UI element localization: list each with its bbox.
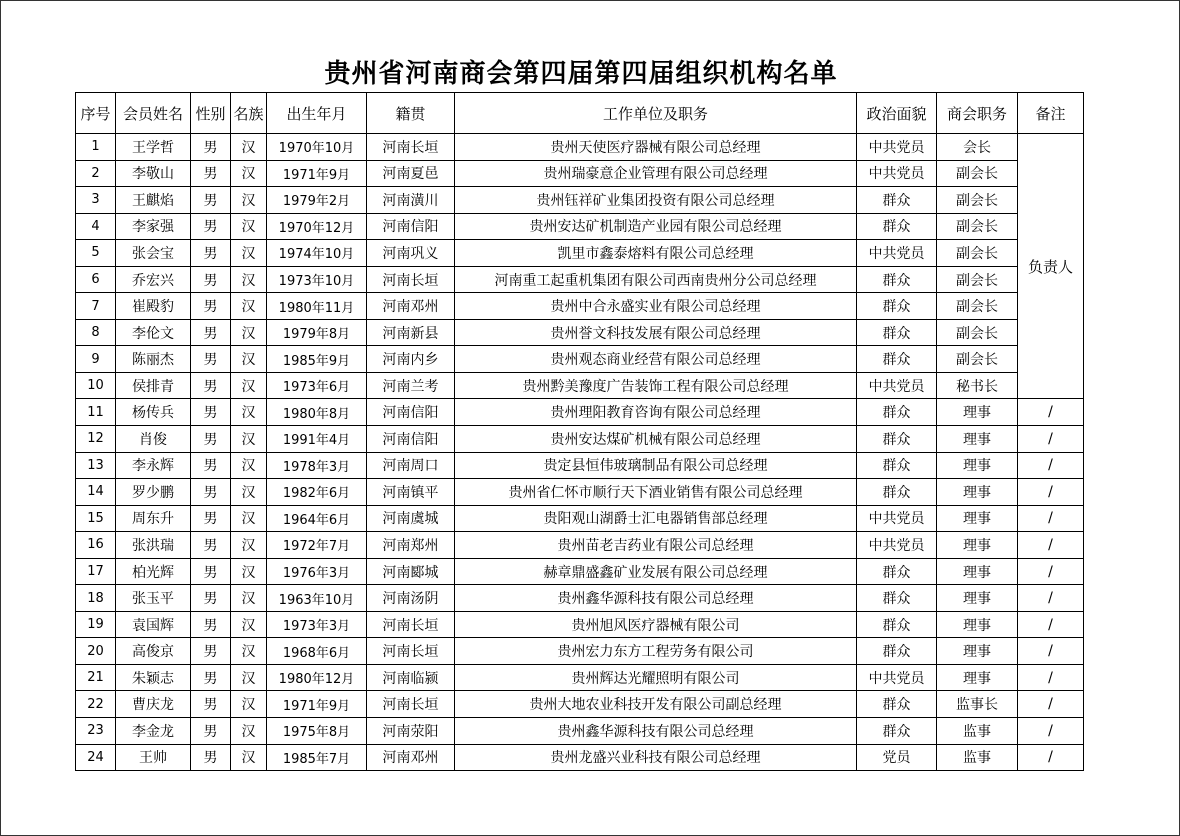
cell-employer: 贵州鑫华源科技有限公司总经理 — [455, 718, 857, 745]
page-title: 贵州省河南商会第四届第四届组织机构名单 — [324, 59, 838, 89]
cell-birth: 1985年7月 — [267, 744, 367, 771]
cell-ethnicity: 汉 — [231, 664, 267, 691]
cell-no: 5 — [76, 240, 116, 267]
cell-political: 群众 — [857, 399, 937, 426]
cell-ethnicity: 汉 — [231, 611, 267, 638]
cell-no: 19 — [76, 611, 116, 638]
cell-name: 崔殿豹 — [116, 293, 191, 320]
cell-no: 11 — [76, 399, 116, 426]
cell-role: 副会长 — [937, 213, 1018, 240]
cell-role: 监事长 — [937, 691, 1018, 718]
cell-no: 17 — [76, 558, 116, 585]
cell-origin: 河南新县 — [367, 319, 455, 346]
cell-role: 理事 — [937, 399, 1018, 426]
cell-role: 理事 — [937, 479, 1018, 506]
cell-origin: 河南郑州 — [367, 532, 455, 559]
cell-employer: 贵州天使医疗器械有限公司总经理 — [455, 134, 857, 161]
cell-origin: 河南郾城 — [367, 558, 455, 585]
cell-origin: 河南长垣 — [367, 638, 455, 665]
header-note: 备注 — [1018, 93, 1084, 134]
cell-ethnicity: 汉 — [231, 346, 267, 373]
cell-role: 监事 — [937, 744, 1018, 771]
cell-employer: 贵州安达煤矿机械有限公司总经理 — [455, 426, 857, 453]
cell-role: 副会长 — [937, 293, 1018, 320]
cell-name: 王麒焰 — [116, 187, 191, 214]
cell-birth: 1975年8月 — [267, 718, 367, 745]
cell-origin: 河南信阳 — [367, 426, 455, 453]
cell-ethnicity: 汉 — [231, 134, 267, 161]
cell-role: 副会长 — [937, 240, 1018, 267]
cell-birth: 1980年11月 — [267, 293, 367, 320]
table-row — [76, 611, 1084, 638]
cell-no: 7 — [76, 293, 116, 320]
cell-gender: 男 — [191, 399, 231, 426]
cell-employer: 贵州黔美豫度广告装饰工程有限公司总经理 — [455, 372, 857, 399]
table-body — [76, 134, 1084, 771]
cell-ethnicity: 汉 — [231, 505, 267, 532]
table-row — [76, 266, 1084, 293]
cell-role: 理事 — [937, 532, 1018, 559]
cell-gender: 男 — [191, 426, 231, 453]
cell-gender: 男 — [191, 452, 231, 479]
cell-origin: 河南临颍 — [367, 664, 455, 691]
cell-name: 曹庆龙 — [116, 691, 191, 718]
cell-political: 中共党员 — [857, 505, 937, 532]
cell-name: 张洪瑞 — [116, 532, 191, 559]
cell-no: 2 — [76, 160, 116, 187]
cell-gender: 男 — [191, 558, 231, 585]
cell-political: 群众 — [857, 187, 937, 214]
table-row — [76, 691, 1084, 718]
cell-gender: 男 — [191, 293, 231, 320]
cell-origin: 河南长垣 — [367, 266, 455, 293]
cell-note: / — [1018, 452, 1084, 479]
table-row — [76, 638, 1084, 665]
cell-birth: 1971年9月 — [267, 691, 367, 718]
cell-employer: 贵州旭风医疗器械有限公司 — [455, 611, 857, 638]
cell-gender: 男 — [191, 240, 231, 267]
header-birth: 出生年月 — [267, 93, 367, 134]
cell-note: / — [1018, 558, 1084, 585]
cell-ethnicity: 汉 — [231, 452, 267, 479]
cell-origin: 河南荥阳 — [367, 718, 455, 745]
header-row — [76, 93, 1084, 134]
header-role: 商会职务 — [937, 93, 1018, 134]
cell-employer: 贵州观态商业经营有限公司总经理 — [455, 346, 857, 373]
table-row — [76, 505, 1084, 532]
cell-name: 柏光辉 — [116, 558, 191, 585]
cell-political: 群众 — [857, 426, 937, 453]
cell-political: 党员 — [857, 744, 937, 771]
cell-ethnicity: 汉 — [231, 160, 267, 187]
table-row — [76, 372, 1084, 399]
cell-no: 10 — [76, 372, 116, 399]
table-row — [76, 479, 1084, 506]
cell-ethnicity: 汉 — [231, 213, 267, 240]
cell-birth: 1968年6月 — [267, 638, 367, 665]
table-row — [76, 426, 1084, 453]
header-political: 政治面貌 — [857, 93, 937, 134]
cell-name: 李伦文 — [116, 319, 191, 346]
cell-note: / — [1018, 479, 1084, 506]
cell-employer: 贵州大地农业科技开发有限公司副总经理 — [455, 691, 857, 718]
cell-origin: 河南巩义 — [367, 240, 455, 267]
cell-employer: 贵州钰祥矿业集团投资有限公司总经理 — [455, 187, 857, 214]
cell-employer: 贵州中合永盛实业有限公司总经理 — [455, 293, 857, 320]
cell-role: 副会长 — [937, 319, 1018, 346]
cell-ethnicity: 汉 — [231, 266, 267, 293]
cell-employer: 贵州龙盛兴业科技有限公司总经理 — [455, 744, 857, 771]
cell-gender: 男 — [191, 479, 231, 506]
cell-political: 群众 — [857, 479, 937, 506]
cell-no: 23 — [76, 718, 116, 745]
cell-role: 副会长 — [937, 187, 1018, 214]
table-row — [76, 160, 1084, 187]
cell-role: 理事 — [937, 585, 1018, 612]
cell-political: 群众 — [857, 452, 937, 479]
table-row — [76, 240, 1084, 267]
cell-no: 9 — [76, 346, 116, 373]
table-row — [76, 532, 1084, 559]
cell-origin: 河南潢川 — [367, 187, 455, 214]
cell-ethnicity: 汉 — [231, 585, 267, 612]
cell-name: 乔宏兴 — [116, 266, 191, 293]
cell-origin: 河南长垣 — [367, 134, 455, 161]
table-row — [76, 744, 1084, 771]
cell-origin: 河南虞城 — [367, 505, 455, 532]
cell-origin: 河南夏邑 — [367, 160, 455, 187]
cell-gender: 男 — [191, 505, 231, 532]
cell-employer: 贵阳观山湖爵士汇电器销售部总经理 — [455, 505, 857, 532]
cell-gender: 男 — [191, 346, 231, 373]
cell-note: / — [1018, 611, 1084, 638]
cell-note: / — [1018, 718, 1084, 745]
cell-birth: 1980年8月 — [267, 399, 367, 426]
cell-no: 20 — [76, 638, 116, 665]
table-row — [76, 293, 1084, 320]
cell-political: 中共党员 — [857, 134, 937, 161]
cell-note: / — [1018, 585, 1084, 612]
cell-ethnicity: 汉 — [231, 558, 267, 585]
cell-birth: 1991年4月 — [267, 426, 367, 453]
cell-origin: 河南信阳 — [367, 399, 455, 426]
cell-note: / — [1018, 691, 1084, 718]
cell-no: 1 — [76, 134, 116, 161]
cell-ethnicity: 汉 — [231, 718, 267, 745]
header-origin: 籍贯 — [367, 93, 455, 134]
cell-gender: 男 — [191, 691, 231, 718]
cell-role: 监事 — [937, 718, 1018, 745]
cell-ethnicity: 汉 — [231, 479, 267, 506]
cell-role: 理事 — [937, 638, 1018, 665]
cell-origin: 河南汤阴 — [367, 585, 455, 612]
header-ethnicity: 名族 — [231, 93, 267, 134]
cell-political: 群众 — [857, 718, 937, 745]
cell-employer: 河南重工起重机集团有限公司西南贵州分公司总经理 — [455, 266, 857, 293]
cell-no: 6 — [76, 266, 116, 293]
cell-ethnicity: 汉 — [231, 691, 267, 718]
cell-political: 群众 — [857, 266, 937, 293]
cell-origin: 河南长垣 — [367, 691, 455, 718]
cell-name: 肖俊 — [116, 426, 191, 453]
cell-political: 群众 — [857, 293, 937, 320]
table-row — [76, 213, 1084, 240]
cell-origin: 河南兰考 — [367, 372, 455, 399]
cell-employer: 贵州理阳教育咨询有限公司总经理 — [455, 399, 857, 426]
cell-name: 李金龙 — [116, 718, 191, 745]
header-name: 会员姓名 — [116, 93, 191, 134]
cell-role: 会长 — [937, 134, 1018, 161]
cell-ethnicity: 汉 — [231, 399, 267, 426]
cell-origin: 河南信阳 — [367, 213, 455, 240]
cell-name: 王帅 — [116, 744, 191, 771]
cell-name: 陈丽杰 — [116, 346, 191, 373]
cell-employer: 凯里市鑫泰熔料有限公司总经理 — [455, 240, 857, 267]
cell-name: 李永辉 — [116, 452, 191, 479]
cell-gender: 男 — [191, 611, 231, 638]
cell-gender: 男 — [191, 585, 231, 612]
cell-political: 群众 — [857, 611, 937, 638]
cell-political: 中共党员 — [857, 372, 937, 399]
cell-gender: 男 — [191, 213, 231, 240]
cell-ethnicity: 汉 — [231, 744, 267, 771]
cell-ethnicity: 汉 — [231, 240, 267, 267]
cell-name: 罗少鹏 — [116, 479, 191, 506]
cell-political: 中共党员 — [857, 240, 937, 267]
cell-birth: 1982年6月 — [267, 479, 367, 506]
cell-name: 张玉平 — [116, 585, 191, 612]
cell-birth: 1973年6月 — [267, 372, 367, 399]
cell-origin: 河南镇平 — [367, 479, 455, 506]
cell-birth: 1974年10月 — [267, 240, 367, 267]
table-row — [76, 399, 1084, 426]
cell-birth: 1964年6月 — [267, 505, 367, 532]
cell-ethnicity: 汉 — [231, 187, 267, 214]
table-row — [76, 585, 1084, 612]
cell-no: 8 — [76, 319, 116, 346]
cell-ethnicity: 汉 — [231, 638, 267, 665]
cell-gender: 男 — [191, 638, 231, 665]
cell-name: 侯排青 — [116, 372, 191, 399]
cell-no: 22 — [76, 691, 116, 718]
cell-no: 3 — [76, 187, 116, 214]
cell-gender: 男 — [191, 664, 231, 691]
cell-note: / — [1018, 426, 1084, 453]
cell-political: 中共党员 — [857, 532, 937, 559]
table-row — [76, 558, 1084, 585]
cell-birth: 1985年9月 — [267, 346, 367, 373]
cell-no: 21 — [76, 664, 116, 691]
cell-role: 副会长 — [937, 266, 1018, 293]
table-row — [76, 134, 1084, 161]
cell-employer: 贵州瑞豪意企业管理有限公司总经理 — [455, 160, 857, 187]
cell-note: / — [1018, 664, 1084, 691]
cell-birth: 1976年3月 — [267, 558, 367, 585]
cell-gender: 男 — [191, 160, 231, 187]
cell-name: 张会宝 — [116, 240, 191, 267]
cell-employer: 贵定县恒伟玻璃制品有限公司总经理 — [455, 452, 857, 479]
cell-political: 群众 — [857, 213, 937, 240]
cell-role: 秘书长 — [937, 372, 1018, 399]
cell-note: / — [1018, 532, 1084, 559]
cell-name: 高俊京 — [116, 638, 191, 665]
cell-role: 理事 — [937, 426, 1018, 453]
table-row — [76, 452, 1084, 479]
cell-name: 朱颖志 — [116, 664, 191, 691]
cell-political: 群众 — [857, 691, 937, 718]
cell-name: 李家强 — [116, 213, 191, 240]
table-row — [76, 187, 1084, 214]
cell-origin: 河南邓州 — [367, 293, 455, 320]
cell-gender: 男 — [191, 744, 231, 771]
cell-ethnicity: 汉 — [231, 426, 267, 453]
cell-ethnicity: 汉 — [231, 532, 267, 559]
member-table — [75, 92, 1084, 771]
cell-gender: 男 — [191, 532, 231, 559]
cell-name: 袁国辉 — [116, 611, 191, 638]
header-employer: 工作单位及职务 — [455, 93, 857, 134]
cell-gender: 男 — [191, 319, 231, 346]
cell-note: / — [1018, 638, 1084, 665]
cell-name: 杨传兵 — [116, 399, 191, 426]
cell-role: 理事 — [937, 452, 1018, 479]
cell-role: 理事 — [937, 505, 1018, 532]
cell-ethnicity: 汉 — [231, 319, 267, 346]
cell-no: 13 — [76, 452, 116, 479]
cell-origin: 河南长垣 — [367, 611, 455, 638]
cell-employer: 贵州安达矿机制造产业园有限公司总经理 — [455, 213, 857, 240]
cell-birth: 1973年3月 — [267, 611, 367, 638]
cell-origin: 河南周口 — [367, 452, 455, 479]
cell-no: 16 — [76, 532, 116, 559]
cell-employer: 贵州苗老吉药业有限公司总经理 — [455, 532, 857, 559]
cell-political: 群众 — [857, 558, 937, 585]
cell-birth: 1978年3月 — [267, 452, 367, 479]
cell-no: 15 — [76, 505, 116, 532]
cell-ethnicity: 汉 — [231, 293, 267, 320]
cell-birth: 1972年7月 — [267, 532, 367, 559]
cell-political: 群众 — [857, 585, 937, 612]
cell-no: 18 — [76, 585, 116, 612]
cell-no: 12 — [76, 426, 116, 453]
cell-birth: 1970年10月 — [267, 134, 367, 161]
cell-political: 群众 — [857, 319, 937, 346]
cell-birth: 1963年10月 — [267, 585, 367, 612]
cell-birth: 1980年12月 — [267, 664, 367, 691]
cell-name: 周东升 — [116, 505, 191, 532]
cell-no: 24 — [76, 744, 116, 771]
cell-employer: 贵州辉达光耀照明有限公司 — [455, 664, 857, 691]
cell-political: 中共党员 — [857, 160, 937, 187]
cell-role: 理事 — [937, 558, 1018, 585]
cell-birth: 1979年2月 — [267, 187, 367, 214]
cell-role: 副会长 — [937, 346, 1018, 373]
cell-note: / — [1018, 399, 1084, 426]
cell-gender: 男 — [191, 718, 231, 745]
cell-political: 中共党员 — [857, 664, 937, 691]
cell-employer: 贵州誉文科技发展有限公司总经理 — [455, 319, 857, 346]
header-gender: 性别 — [191, 93, 231, 134]
cell-employer: 贵州宏力东方工程劳务有限公司 — [455, 638, 857, 665]
cell-gender: 男 — [191, 372, 231, 399]
cell-political: 群众 — [857, 638, 937, 665]
cell-role: 理事 — [937, 664, 1018, 691]
cell-note: / — [1018, 744, 1084, 771]
cell-birth: 1979年8月 — [267, 319, 367, 346]
cell-note: / — [1018, 505, 1084, 532]
cell-note-merged: 负责人 — [1018, 134, 1084, 399]
cell-birth: 1970年12月 — [267, 213, 367, 240]
cell-employer: 贵州鑫华源科技有限公司总经理 — [455, 585, 857, 612]
cell-no: 14 — [76, 479, 116, 506]
cell-ethnicity: 汉 — [231, 372, 267, 399]
table-row — [76, 319, 1084, 346]
cell-no: 4 — [76, 213, 116, 240]
cell-role: 副会长 — [937, 160, 1018, 187]
cell-political: 群众 — [857, 346, 937, 373]
cell-gender: 男 — [191, 187, 231, 214]
cell-name: 王学哲 — [116, 134, 191, 161]
table-row — [76, 664, 1084, 691]
cell-employer: 贵州省仁怀市顺行天下酒业销售有限公司总经理 — [455, 479, 857, 506]
cell-origin: 河南内乡 — [367, 346, 455, 373]
cell-birth: 1973年10月 — [267, 266, 367, 293]
table-row — [76, 718, 1084, 745]
cell-employer: 赫章鼎盛鑫矿业发展有限公司总经理 — [455, 558, 857, 585]
cell-role: 理事 — [937, 611, 1018, 638]
cell-origin: 河南邓州 — [367, 744, 455, 771]
cell-gender: 男 — [191, 266, 231, 293]
cell-name: 李敬山 — [116, 160, 191, 187]
table-row — [76, 346, 1084, 373]
cell-gender: 男 — [191, 134, 231, 161]
header-no: 序号 — [76, 93, 116, 134]
cell-birth: 1971年9月 — [267, 160, 367, 187]
